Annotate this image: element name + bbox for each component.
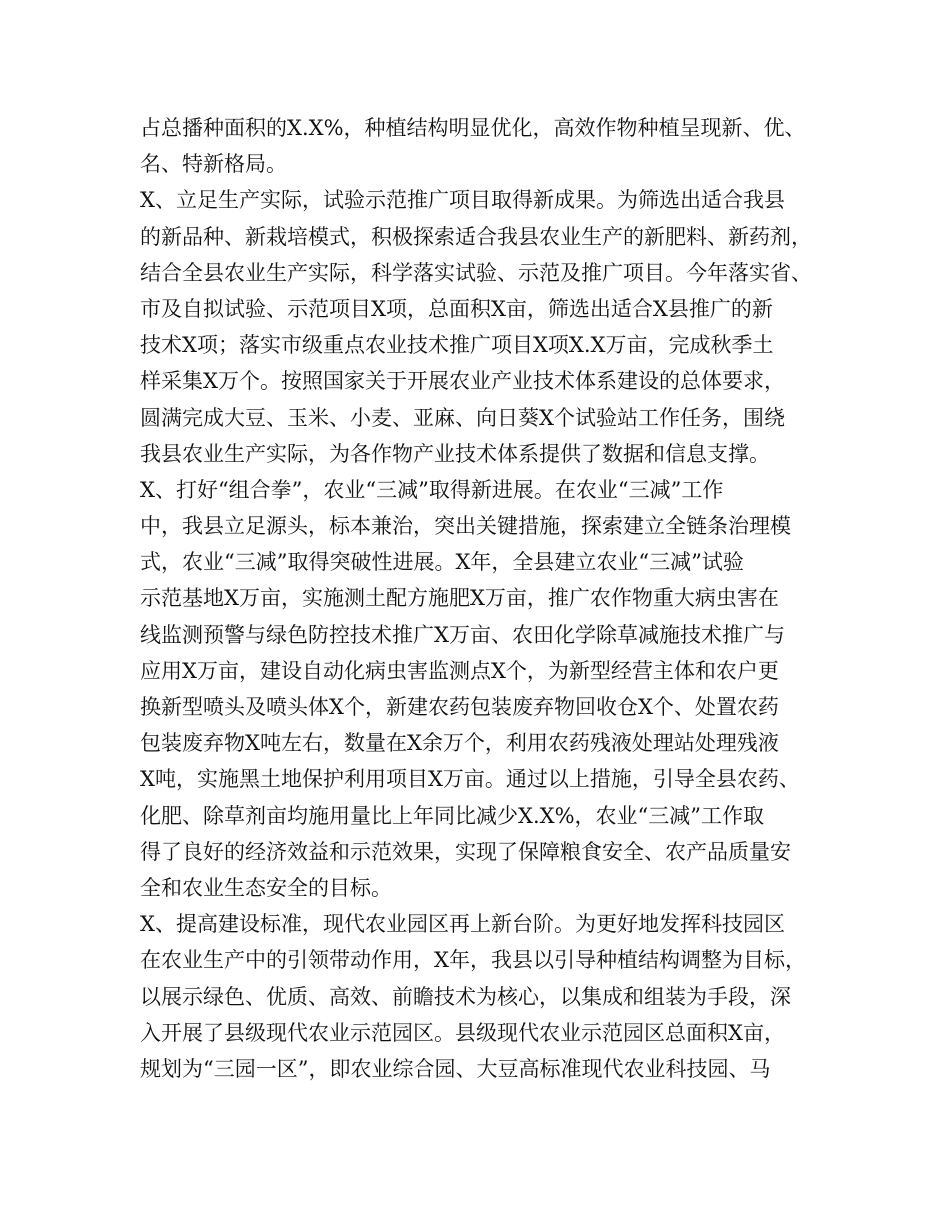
- text-line: 结合全县农业生产实际，科学落实试验、示范及推广项目。今年落实省、: [140, 260, 812, 285]
- text-line: X、打好“组合拳”，农业“三减”取得新进展。在农业“三减”工作: [140, 477, 724, 502]
- text-line: X、提高建设标准，现代农业园区再上新台阶。为更好地发挥科技园区: [140, 912, 785, 937]
- text-line: 名、特新格局。: [140, 152, 287, 177]
- text-line: 以展示绿色、优质、高效、前瞻技术为核心，以集成和组装为手段，深: [140, 984, 791, 1009]
- text-line: 在农业生产中的引领带动作用，X年，我县以引导种植结构调整为目标，: [140, 948, 806, 973]
- text-line: 样采集X万个。按照国家关于开展农业产业技术体系建设的总体要求，: [140, 369, 785, 394]
- text-line: X、立足生产实际，试验示范推广项目取得新成果。为筛选出适合我县: [140, 188, 785, 213]
- body-text: [140, 110, 820, 1087]
- text-line: 占总播种面积的X.X%，种植结构明显优化，高效作物种植呈现新、优、: [140, 116, 806, 140]
- text-line: 技术X项；落实市级重点农业技术推广项目X项X.X万亩，完成秋季土: [140, 333, 774, 358]
- text-line: 示范基地X万亩，实施测土配方施肥X万亩，推广农作物重大病虫害在: [140, 586, 779, 611]
- text-line: 得了良好的经济效益和示范效果，实现了保障粮食安全、农产品质量安: [140, 839, 791, 864]
- text-line: 全和农业生态安全的目标。: [140, 875, 392, 900]
- text-line: 我县农业生产实际，为各作物产业技术体系提供了数据和信息支撑。: [140, 441, 770, 466]
- text-line: X吨，实施黑土地保护利用项目X万亩。通过以上措施，引导全县农药、: [140, 767, 800, 792]
- text-line: 圆满完成大豆、玉米、小麦、亚麻、向日葵X个试验站工作任务，围绕: [140, 405, 785, 430]
- text-line: 化肥、除草剂亩均施用量比上年同比减少X.X%，农业“三减”工作取: [140, 803, 764, 828]
- text-line: 线监测预警与绿色防控技术推广X万亩、农田化学除草减施技术推广与: [140, 622, 785, 647]
- text-line: 式，农业“三减”取得突破性进展。X年，全县建立农业“三减”试验: [140, 550, 744, 575]
- text-line: 包装废弃物X吨左右，数量在X余万个，利用农药残液处理站处理残液: [140, 731, 779, 756]
- text-line: 的新品种、新栽培模式，积极探索适合我县农业生产的新肥料、新药剂，: [140, 224, 812, 249]
- text-line: 换新型喷头及喷头体X个，新建农药包装废弃物回收仓X个、处置农药: [140, 695, 779, 719]
- text-line: 中，我县立足源头，标本兼治，突出关键措施，探索建立全链条治理模: [140, 514, 791, 539]
- text-line: 应用X万亩，建设自动化病虫害监测点X个，为新型经营主体和农户更: [140, 658, 779, 683]
- text-line: 规划为“三园一区”，即农业综合园、大豆高标准现代农业科技园、马: [140, 1056, 771, 1081]
- text-line: 市及自拟试验、示范项目X项，总面积X亩，筛选出适合X县推广的新: [140, 296, 773, 321]
- text-line: 入开展了县级现代农业示范园区。县级现代农业示范园区总面积X亩，: [140, 1020, 785, 1045]
